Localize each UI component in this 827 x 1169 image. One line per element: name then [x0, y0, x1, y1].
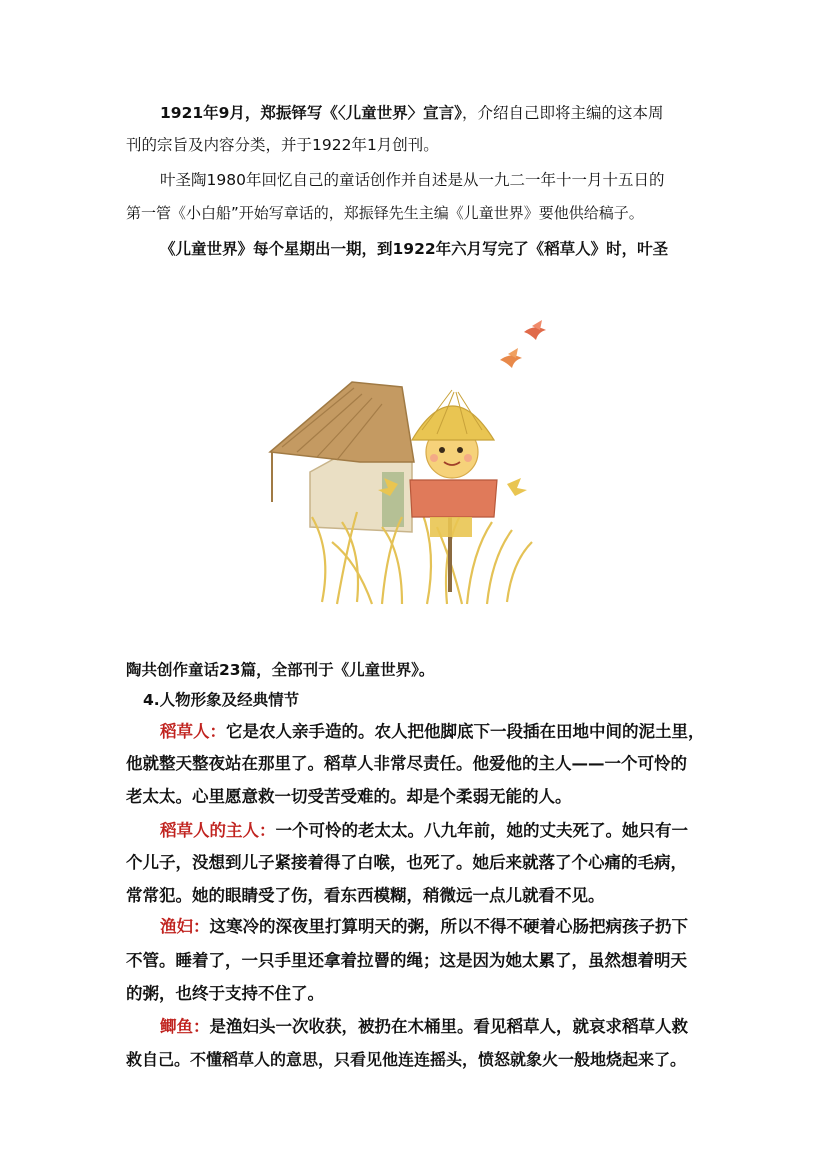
- bird-icon: [500, 348, 522, 368]
- character-desc: 是渔妇头一次收获，被扔在木桶里。看见稻草人，就哀求稻草人救: [209, 1017, 688, 1036]
- character-desc: 它是农人亲手造的。农人把他脚底下一段插在田地中间的泥土里，: [226, 722, 705, 741]
- paragraph-1-lead: 1921年9月，郑振铎写《〈儿童世界〉宣言》: [160, 104, 462, 122]
- character-carp-line-1: [160, 1017, 706, 1037]
- character-name: 渔妇：: [160, 917, 210, 936]
- character-name: 稻草人的主人：: [160, 821, 276, 840]
- paragraph-1-rest: ，介绍自己即将主编的这本周: [461, 104, 664, 122]
- character-scarecrow-line-1: [160, 722, 706, 742]
- paragraph-2-line-2: 第一管《小白船”开始写章话的，郑振铎先生主编《儿童世界》要他供给稿子。: [126, 204, 644, 222]
- grass: [312, 512, 532, 604]
- character-carp-line-2: 救自己。不懂稻草人的意思，只看见他连连摇头，愤怒就象火一般地烧起来了。: [126, 1050, 687, 1069]
- character-desc: 这寒冷的深夜里打算明天的粥，所以不得不硬着心肠把病孩子扔下: [209, 917, 688, 936]
- bird-icon: [524, 320, 546, 340]
- section-heading: 4.人物形象及经典情节: [143, 691, 300, 709]
- character-fisherwoman-line-2: 不管。睡着了，一只手里还拿着拉罾的绳；这是因为她太累了，虽然想着明天: [126, 951, 687, 970]
- scarecrow-illustration: [262, 312, 562, 612]
- character-name: 鲫鱼：: [160, 1017, 210, 1036]
- character-owner-line-1: [160, 821, 706, 841]
- character-desc: 一个可怜的老太太。八九年前，她的丈夫死了。她只有一: [275, 821, 688, 840]
- hut: [270, 382, 414, 532]
- paragraph-2-line-1: 叶圣陶1980年回忆自己的童话创作并自述是从一九二一年十一月十五日的: [160, 171, 665, 189]
- paragraph-1-line-1: [160, 103, 706, 123]
- character-fisherwoman-line-1: [160, 917, 706, 937]
- paragraph-3-line-2: 陶共创作童话23篇，全部刊于《儿童世界》。: [126, 661, 435, 679]
- character-name: 稻草人：: [160, 722, 226, 741]
- paragraph-3-line-1: 《儿童世界》每个星期出一期，到1922年六月写完了《稻草人》时，叶圣: [160, 240, 669, 258]
- character-owner-line-2: 个儿子，没想到儿子紧接着得了白喉，也死了。她后来就落了个心痛的毛病，: [126, 853, 687, 872]
- character-fisherwoman-line-3: 的粥，也终于支持不住了。: [126, 984, 324, 1003]
- paragraph-1-line-2: 刊的宗旨及内容分类，并于1922年1月创刊。: [126, 136, 439, 154]
- character-scarecrow-line-3: 老太太。心里愿意救一切受苦受难的。却是个柔弱无能的人。: [126, 787, 572, 806]
- character-scarecrow-line-2: 他就整天整夜站在那里了。稻草人非常尽责任。他爱他的主人——一个可怜的: [126, 754, 687, 773]
- character-owner-line-3: 常常犯。她的眼睛受了伤，看东西模糊，稍微远一点儿就看不见。: [126, 886, 605, 905]
